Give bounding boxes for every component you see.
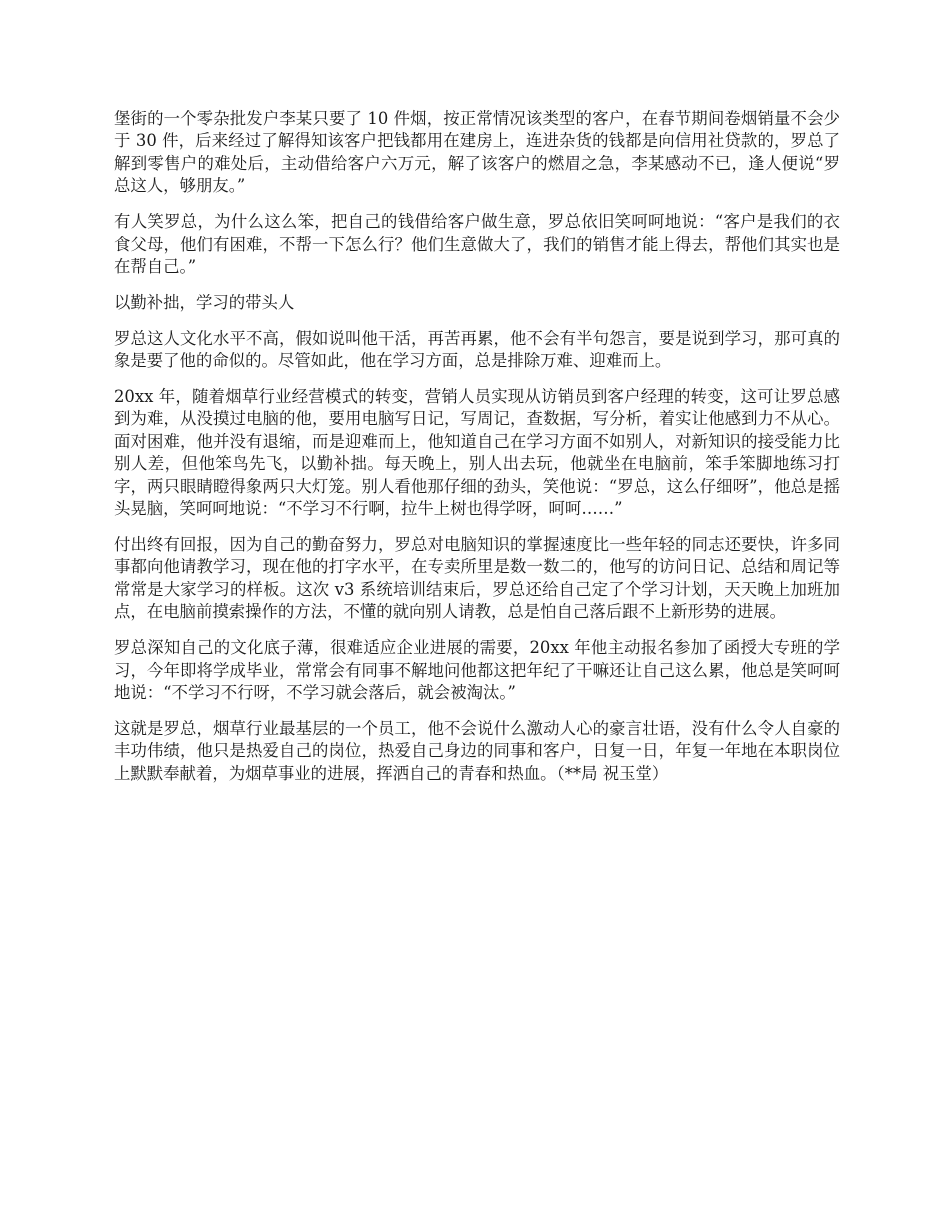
paragraph-loan-story: 堡街的一个零杂批发户李某只要了 10 件烟，按正常情况该类型的客户，在春节期间卷烟销量不会少于 30 件，后来经过了解得知该客户把钱都用在建房上，连进杂货的钱都是向信用社贷款的，罗总了解到零售户的难处后，主动借给客户六万元，解了该客户的燃眉之急，李某感动不已，逢人便说“罗总这人，够朋友。” (114, 109, 840, 196)
paragraph-conclusion: 这就是罗总，烟草行业最基层的一个员工，他不会说什么激动人心的豪言壮语，没有什么令人自豪的丰功伟绩，他只是热爱自己的岗位，热爱自己身边的同事和客户，日复一日，年复一年地在本职岗位上默默奉献着，为烟草事业的进展，挥洒自己的青春和热血。（**局 祝玉堂） (114, 718, 840, 783)
paragraph-results: 付出终有回报，因为自己的勤奋努力，罗总对电脑知识的掌握速度比一些年轻的同志还要快，许多同事都向他请教学习，现在他的打字水平，在专卖所里是数一数二的，他写的访问日记、总结和周记等常常是大家学习的样板。这次 v3 系统培训结束后，罗总还给自己定了个学习计划，天天晚上加班加点，在电脑前摸索操作的方法，不懂的就向别人请教，总是怕自己落后跟不上新形势的进展。 (114, 535, 840, 622)
section-heading: 以勤补拙，学习的带头人 (114, 292, 295, 312)
paragraph-computer-learning: 20xx 年，随着烟草行业经营模式的转变，营销人员实现从访销员到客户经理的转变，这可让罗总感到为难，从没摸过电脑的他，要用电脑写日记，写周记，查数据，写分析，着实让他感到力不从心。面对困难，他并没有退缩，而是迎难而上，他知道自己在学习方面不如别人，对新知识的接受能力比别人差，但他笨鸟先飞，以勤补拙。每天晚上，别人出去玩，他就坐在电脑前，笨手笨脚地练习打字，两只眼睛瞪得象两只大灯笼。别人看他那仔细的劲头，笑他说：“罗总，这么仔细呀”，他总是摇头晃脑，笑呵呵地说：“不学习不行啊，拉牛上树也得学呀，呵呵……” (114, 387, 840, 519)
document-page (114, 108, 840, 799)
paragraph-customer-quote: 有人笑罗总，为什么这么笨，把自己的钱借给客户做生意，罗总依旧笑呵呵地说：“客户是我们的衣食父母，他们有困难，不帮一下怎么行？他们生意做大了，我们的销售才能上得去，帮他们其实也是在帮自己。” (114, 212, 840, 276)
paragraph-further-study: 罗总深知自己的文化底子薄，很难适应企业进展的需要，20xx 年他主动报名参加了函授大专班的学习，今年即将学成毕业，常常会有同事不解地问他都这把年纪了干嘛还让自己这么累，他总是笑呵呵地说：“不学习不行呀，不学习就会落后，就会被淘汰。” (114, 638, 840, 702)
paragraph-learning-attitude: 罗总这人文化水平不高，假如说叫他干活，再苦再累，他不会有半句怨言，要是说到学习，那可真的象是要了他的命似的。尽管如此，他在学习方面，总是排除万难、迎难而上。 (114, 328, 840, 371)
